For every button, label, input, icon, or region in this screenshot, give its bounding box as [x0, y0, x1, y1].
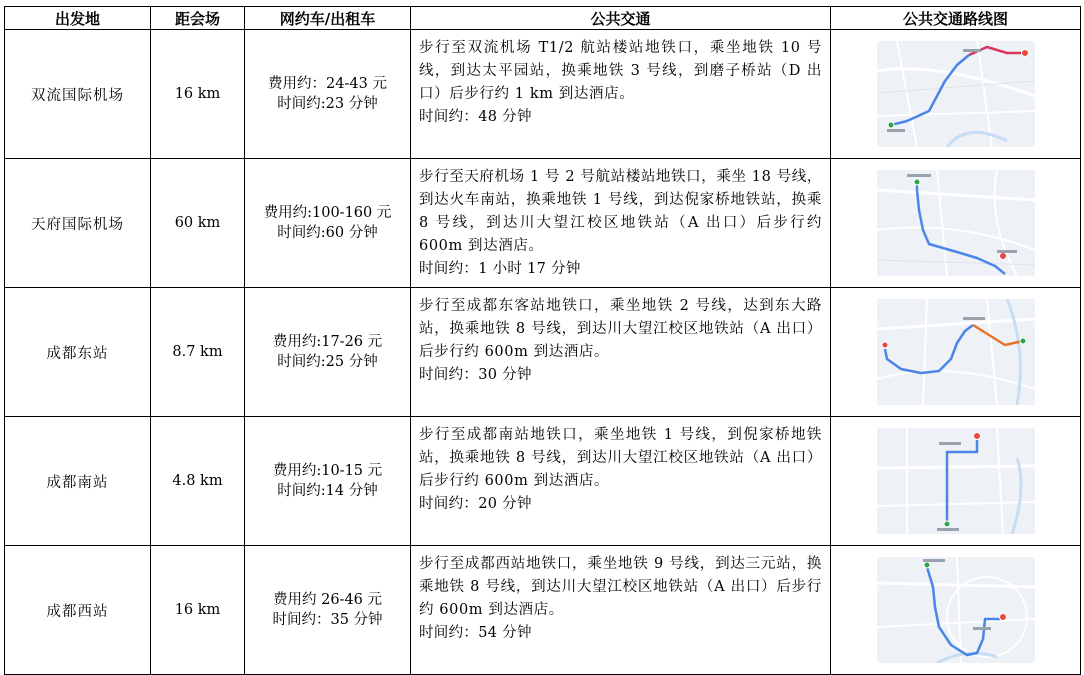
- taxi-time-text: 时间约：35 分钟: [272, 612, 383, 628]
- transit-time-text: 时间约：30 分钟: [419, 367, 532, 383]
- fare-text: 费用约 26-46 元: [272, 592, 383, 608]
- route-table: [4, 6, 1081, 675]
- taxi-time-text: 时间约:60 分钟: [277, 225, 378, 241]
- map-cell: [831, 417, 1081, 546]
- map-cell: [831, 288, 1081, 417]
- transit-description: 步行至成都东客站地铁口，乘坐地铁 2 号线，达到东大路站，换乘地铁 8 号线，到达川大望江校区地铁站（A 出口）后步行约 600m 到达酒店。: [419, 298, 822, 360]
- taxi-cell: [245, 30, 411, 159]
- route-map-thumbnail: [877, 170, 1035, 276]
- transit-time-text: 时间约：48 分钟: [419, 109, 532, 125]
- header-distance: 距会场: [151, 7, 245, 30]
- origin-cell: 成都西站: [5, 546, 151, 675]
- distance-cell: 60 km: [151, 159, 245, 288]
- header-transit: 公共交通: [411, 7, 831, 30]
- distance-cell: 16 km: [151, 30, 245, 159]
- map-cell: [831, 159, 1081, 288]
- transit-description: 步行至天府机场 1 号 2 号航站楼站地铁口，乘坐 18 号线，到达火车南站，换乘地铁 1 号线，到达倪家桥地铁站，换乘 8 号线，到达川大望江校区地铁站（A 出口）后步行约 600m 到达酒店。: [419, 169, 822, 254]
- transit-time-text: 时间约：1 小时 17 分钟: [419, 261, 581, 277]
- taxi-cell: [245, 288, 411, 417]
- fare-text: 费用约：24-43 元: [268, 76, 387, 92]
- header-origin: 出发地: [5, 7, 151, 30]
- taxi-cell: [245, 546, 411, 675]
- transit-time-text: 时间约：20 分钟: [419, 496, 532, 512]
- taxi-cell: [245, 159, 411, 288]
- distance-cell: 4.8 km: [151, 417, 245, 546]
- transit-description: 步行至成都南站地铁口，乘坐地铁 1 号线，到倪家桥地铁站，换乘地铁 8 号线，到达川大望江校区地铁站（A 出口）后步行约 600m 到达酒店。: [419, 427, 822, 489]
- header-taxi: 网约车/出租车: [245, 7, 411, 30]
- header-row: [5, 7, 1081, 30]
- table-row: [5, 546, 1081, 675]
- table-row: [5, 30, 1081, 159]
- distance-cell: 8.7 km: [151, 288, 245, 417]
- taxi-time-text: 时间约:14 分钟: [277, 483, 378, 499]
- transit-cell: [411, 288, 831, 417]
- fare-text: 费用约:100-160 元: [263, 205, 392, 221]
- transit-time-text: 时间约：54 分钟: [419, 625, 532, 641]
- route-map-thumbnail: [877, 428, 1035, 534]
- origin-cell: 双流国际机场: [5, 30, 151, 159]
- taxi-cell: [245, 417, 411, 546]
- map-cell: [831, 30, 1081, 159]
- table-row: [5, 288, 1081, 417]
- fare-text: 费用约:17-26 元: [272, 334, 383, 350]
- transit-cell: [411, 417, 831, 546]
- transit-cell: [411, 30, 831, 159]
- map-cell: [831, 546, 1081, 675]
- transit-description: 步行至双流机场 T1/2 航站楼站地铁口，乘坐地铁 10 号线，到达太平园站，换乘地铁 3 号线，到磨子桥站（D 出口）后步行约 1 km 到达酒店。: [419, 40, 822, 102]
- origin-cell: 成都东站: [5, 288, 151, 417]
- transit-cell: [411, 546, 831, 675]
- fare-text: 费用约:10-15 元: [272, 463, 383, 479]
- transit-description: 步行至成都西站地铁口，乘坐地铁 9 号线，到达三元站，换乘地铁 8 号线，到达川大望江校区地铁站（A 出口）后步行约 600m 到达酒店。: [419, 556, 822, 618]
- transit-cell: [411, 159, 831, 288]
- route-map-thumbnail: [877, 41, 1035, 147]
- taxi-time-text: 时间约:25 分钟: [277, 354, 378, 370]
- route-map-thumbnail: [877, 299, 1035, 405]
- header-map: 公共交通路线图: [831, 7, 1081, 30]
- taxi-time-text: 时间约:23 分钟: [277, 96, 378, 112]
- route-map-thumbnail: [877, 557, 1035, 663]
- origin-cell: 天府国际机场: [5, 159, 151, 288]
- table-row: [5, 159, 1081, 288]
- table-row: [5, 417, 1081, 546]
- origin-cell: 成都南站: [5, 417, 151, 546]
- distance-cell: 16 km: [151, 546, 245, 675]
